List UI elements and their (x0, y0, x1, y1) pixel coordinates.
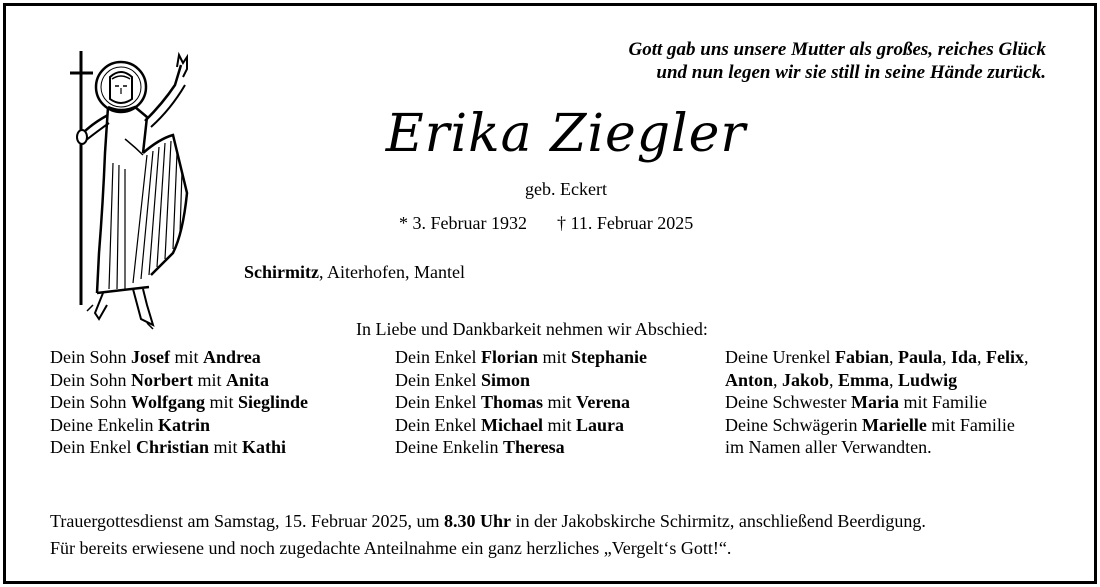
mourner-name: Michael (480, 414, 543, 435)
obituary-card (3, 3, 1097, 584)
mourner-name: Anton (725, 369, 774, 390)
mourner-relation: Deine Schwester (725, 392, 851, 412)
mourner-line (50, 369, 308, 392)
mourner-relation: Dein Enkel (395, 369, 481, 390)
mourners-column (50, 346, 308, 459)
mourner-name: Norbert (131, 369, 193, 390)
mourner-relation: mit (537, 347, 571, 367)
mourner-relation: Deine Enkelin (395, 437, 503, 457)
maiden-name: geb. Eckert (525, 179, 607, 199)
mourner-name: Kathi (242, 437, 287, 457)
mourner-line (50, 391, 308, 414)
service-notice (50, 508, 926, 562)
mourner-line (50, 346, 308, 369)
mourner-relation: mit Familie (898, 392, 987, 412)
mourner-line (395, 346, 647, 369)
mourner-relation: Dein Enkel (395, 347, 481, 367)
mourner-line (725, 346, 1029, 369)
mourner-name: Marielle (861, 414, 927, 435)
mourner-relation: mit (205, 392, 239, 412)
mourner-name: Stephanie (571, 347, 648, 367)
mourner-name: Verena (576, 392, 631, 412)
mourner-name: Sieglinde (238, 392, 309, 412)
mourner-name: Theresa (502, 437, 565, 457)
mourner-relation: , (829, 369, 839, 390)
place-main: Schirmitz (244, 262, 319, 282)
mourner-relation: Deine Urenkel (725, 347, 835, 367)
service-line (50, 508, 926, 535)
motto-line: und nun legen wir sie still in seine Hände zurück. (656, 62, 1046, 83)
mourner-name: Jakob (782, 369, 830, 390)
thanks-line: Für bereits erwiesene und noch zugedachte Anteilnahme ein ganz herzliches „Vergelt‘s Gott!“. (50, 538, 732, 558)
mourner-relation: , (773, 369, 783, 390)
mourner-name: Ludwig (898, 369, 958, 390)
death-date: † 11. Februar 2025 (556, 213, 694, 233)
mourner-name: Simon (480, 369, 531, 390)
motto-verse (628, 38, 1046, 84)
service-text: in der Jakobskirche Schirmitz, anschließend Beerdigung. (510, 511, 926, 531)
mourners-column (395, 346, 647, 459)
mourner-relation: mit (543, 392, 577, 412)
mourner-relation: Dein Enkel (50, 437, 136, 457)
mourners-column (725, 346, 1029, 459)
mourner-relation: , (888, 347, 898, 367)
mourner-line (725, 369, 1029, 392)
mourner-name: Katrin (157, 414, 210, 435)
mourner-relation: , (889, 369, 899, 390)
service-text: Trauergottesdienst am Samstag, 15. Februar 2025, um (50, 511, 444, 531)
mourner-line (395, 391, 647, 414)
mourner-name: Ida (951, 347, 978, 367)
birth-date: * 3. Februar 1932 (399, 213, 527, 233)
mourner-name: Fabian (834, 347, 889, 367)
mourner-name: Thomas (480, 392, 543, 412)
mourner-relation: mit (170, 347, 204, 367)
mourner-name: Paula (897, 347, 942, 367)
farewell-intro: In Liebe und Dankbarkeit nehmen wir Abschied: (356, 319, 708, 339)
mourner-relation: , (1024, 347, 1029, 367)
mourner-relation: Deine Enkelin (50, 414, 158, 435)
mourner-name: Josef (131, 347, 170, 367)
life-dates (399, 213, 693, 234)
mourner-relation: Dein Sohn (50, 392, 131, 412)
mourner-name: Christian (135, 437, 209, 457)
mourner-relation: mit (542, 414, 576, 435)
risen-christ-with-cross-icon (63, 43, 213, 343)
mourner-name: Maria (850, 392, 899, 412)
motto-line: Gott gab uns unsere Mutter als großes, reiches Glück (628, 39, 1046, 60)
service-time: 8.30 Uhr (443, 511, 511, 531)
mourner-line (725, 391, 1029, 414)
mourner-relation: Deine Schwägerin (725, 414, 862, 435)
mourner-line (725, 414, 1029, 437)
mourner-line (50, 436, 308, 459)
mourner-line (50, 414, 308, 437)
mourner-line (725, 436, 1029, 459)
mourner-name: Wolfgang (131, 392, 206, 412)
mourner-relation: Dein Enkel (395, 392, 481, 412)
mourner-name: Emma (838, 369, 890, 390)
mourner-name: Florian (480, 347, 538, 367)
mourner-name: Laura (575, 414, 624, 435)
mourner-relation: mit (209, 437, 243, 457)
mourner-relation: Dein Sohn (50, 369, 131, 390)
mourner-relation: mit Familie (926, 414, 1015, 435)
mourner-line (395, 369, 647, 392)
deceased-name: Erika Ziegler (385, 104, 747, 164)
places (244, 262, 465, 283)
mourner-relation: im Namen aller Verwandten. (725, 437, 932, 457)
mourner-name: Anita (226, 369, 270, 390)
mourner-line (395, 436, 647, 459)
mourner-line (395, 414, 647, 437)
mourner-name: Felix (986, 347, 1025, 367)
mourner-relation: Dein Sohn (50, 347, 131, 367)
place-others: , Aiterhofen, Mantel (318, 262, 465, 282)
mourner-relation: , (942, 347, 951, 367)
mourner-name: Andrea (203, 347, 261, 367)
mourner-relation: Dein Enkel (395, 414, 481, 435)
mourner-relation: mit (192, 369, 226, 390)
mourner-relation: , (977, 347, 987, 367)
